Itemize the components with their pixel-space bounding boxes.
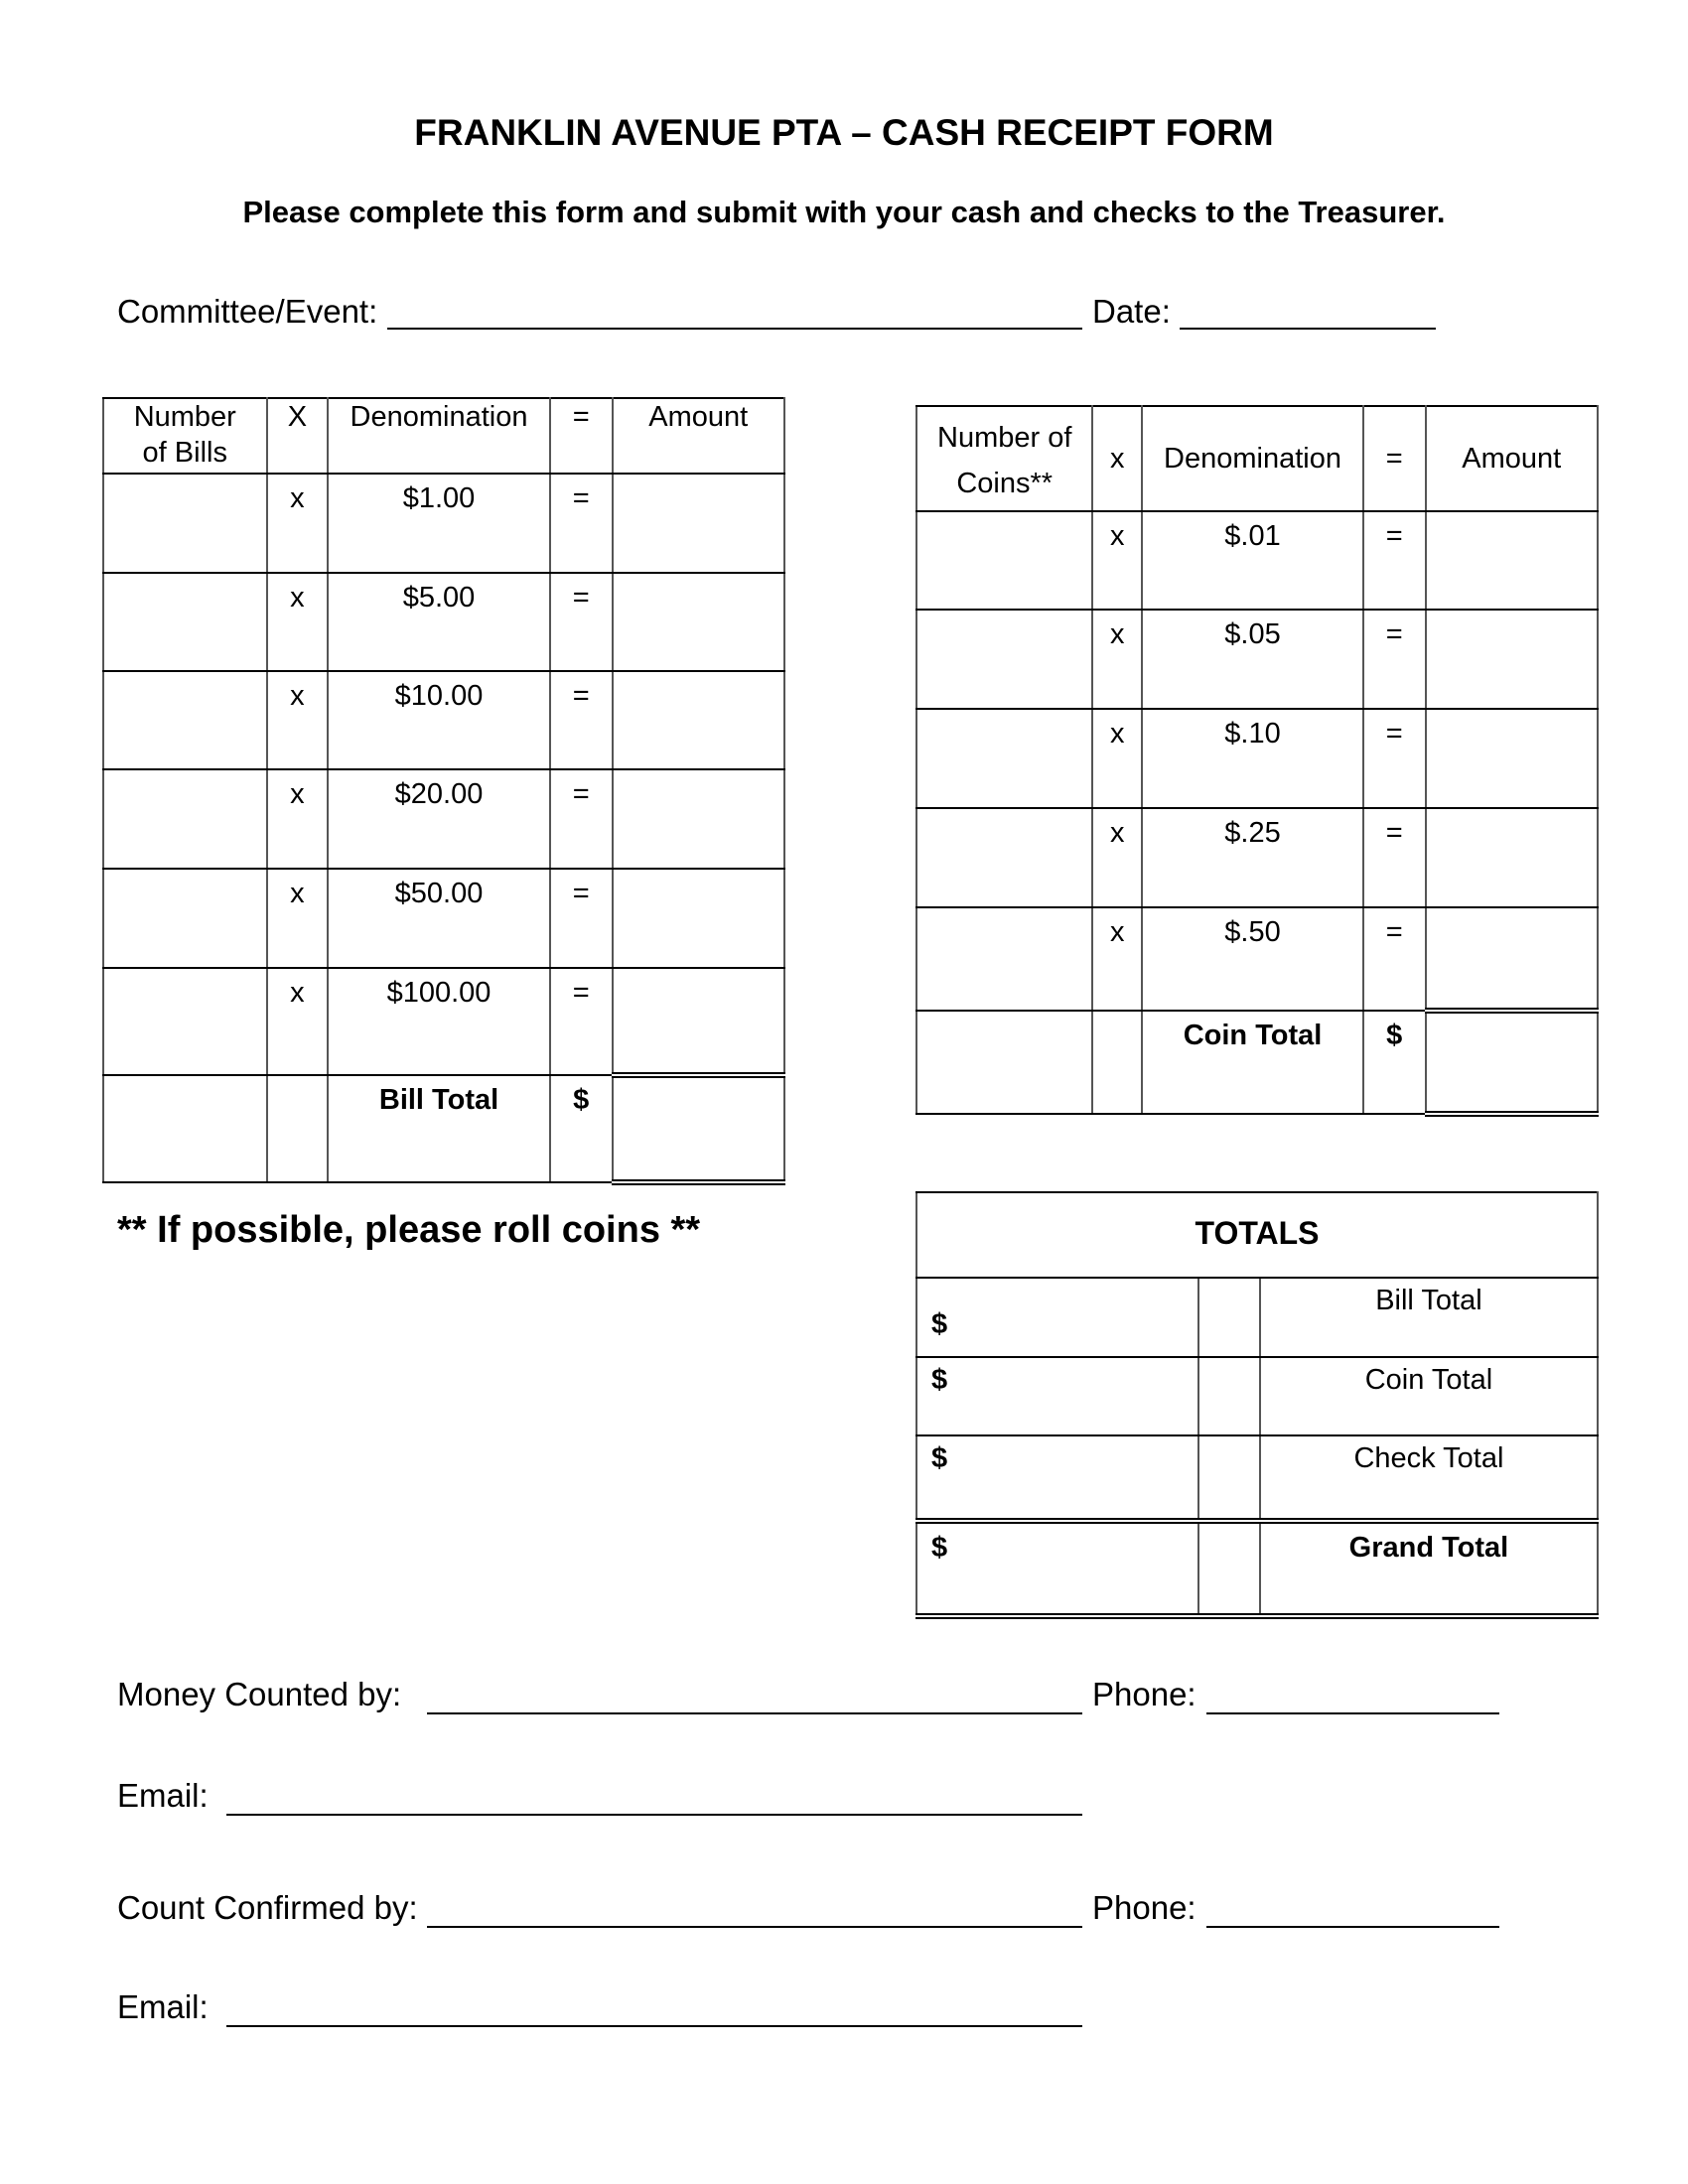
coins-equals: = — [1385, 718, 1403, 750]
coin-total-amount-cell[interactable] — [1426, 1011, 1599, 1114]
phone-label-confirmed: Phone: — [1092, 1889, 1196, 1926]
bills-times: x — [290, 878, 305, 909]
committee-event-label: Committee/Event: — [117, 293, 378, 330]
bills-row — [103, 968, 784, 1075]
bills-header-amount: Amount — [613, 398, 784, 474]
phone-field-confirmed[interactable] — [1206, 1926, 1499, 1928]
coins-count-cell[interactable] — [916, 808, 1092, 907]
bills-amount-cell[interactable] — [613, 573, 784, 671]
count-confirmed-by-label: Count Confirmed by: — [117, 1889, 418, 1926]
totals-table — [915, 1191, 1599, 1619]
phone-label-counted: Phone: — [1092, 1676, 1196, 1712]
bills-row — [103, 573, 784, 671]
bills-times: x — [290, 977, 305, 1009]
email-label-confirmed: Email: — [117, 1988, 209, 2025]
coins-header-x: x — [1092, 406, 1142, 511]
coins-amount-cell[interactable] — [1426, 511, 1599, 610]
coins-times: x — [1110, 916, 1125, 948]
bills-amount-cell[interactable] — [613, 769, 784, 869]
bills-equals: = — [572, 680, 590, 712]
totals-grand-row — [916, 1521, 1598, 1616]
bills-row — [103, 671, 784, 769]
bills-row — [103, 869, 784, 968]
bills-amount-cell[interactable] — [613, 869, 784, 968]
bills-denomination: $20.00 — [394, 778, 484, 810]
bills-equals: = — [572, 977, 590, 1009]
coins-times: x — [1110, 817, 1125, 849]
coins-table — [915, 405, 1599, 1117]
money-counted-by-label: Money Counted by: — [117, 1676, 402, 1712]
bills-row — [103, 769, 784, 869]
bills-denomination: $50.00 — [394, 878, 484, 909]
bills-header-denomination: Denomination — [328, 398, 550, 474]
coins-row — [916, 709, 1598, 808]
email-field-counted[interactable] — [226, 1814, 1082, 1816]
bill-total-summary-cell[interactable] — [916, 1278, 1198, 1357]
bills-denomination: $100.00 — [386, 977, 492, 1009]
coins-count-cell[interactable] — [916, 610, 1092, 709]
phone-field-counted[interactable] — [1206, 1712, 1499, 1714]
totals-dollar-sign: $ — [931, 1308, 948, 1340]
bills-equals: = — [572, 778, 590, 810]
money-counted-by-field[interactable] — [427, 1712, 1082, 1714]
bills-amount-cell[interactable] — [613, 968, 784, 1075]
bills-denomination: $1.00 — [402, 482, 476, 514]
form-title: FRANKLIN AVENUE PTA – CASH RECEIPT FORM — [414, 112, 1274, 153]
bills-equals: = — [572, 582, 590, 614]
date-field[interactable] — [1180, 328, 1436, 330]
coin-total-summary-cell[interactable] — [916, 1357, 1198, 1435]
coins-times: x — [1110, 718, 1125, 750]
totals-grand-total-label: Grand Total — [1260, 1521, 1598, 1616]
bills-header-number — [103, 398, 267, 474]
totals-row — [916, 1435, 1598, 1521]
coins-row — [916, 907, 1598, 1011]
bills-count-cell[interactable] — [103, 671, 267, 769]
coins-denomination: $.01 — [1224, 520, 1281, 552]
committee-event-field[interactable] — [387, 328, 1082, 330]
bill-total-label: Bill Total — [378, 1084, 499, 1116]
check-total-summary-cell[interactable] — [916, 1435, 1198, 1521]
bill-total-dollar: $ — [573, 1084, 590, 1116]
bills-count-cell[interactable] — [103, 968, 267, 1075]
roll-coins-note: ** If possible, please roll coins ** — [117, 1209, 701, 1251]
bills-header-number-line2: of Bills — [142, 437, 227, 469]
bills-denomination: $10.00 — [394, 680, 484, 712]
bills-times: x — [290, 582, 305, 614]
form-instructions: Please complete this form and submit with your cash and checks to the Treasurer. — [242, 195, 1446, 229]
coins-row — [916, 610, 1598, 709]
coins-header-number-line2: Coins** — [956, 468, 1054, 499]
coins-count-cell[interactable] — [916, 709, 1092, 808]
bills-count-cell[interactable] — [103, 869, 267, 968]
bills-equals: = — [572, 878, 590, 909]
coins-equals: = — [1385, 520, 1403, 552]
coins-header-number-line1: Number of — [937, 422, 1072, 454]
coins-denomination: $.10 — [1224, 718, 1281, 750]
bills-amount-cell[interactable] — [613, 671, 784, 769]
totals-check-total-label: Check Total — [1260, 1435, 1598, 1521]
bills-times: x — [290, 680, 305, 712]
coins-denomination: $.25 — [1224, 817, 1281, 849]
totals-dollar-sign: $ — [931, 1442, 948, 1474]
coins-times: x — [1110, 618, 1125, 650]
coins-amount-cell[interactable] — [1426, 709, 1599, 808]
email-label-counted: Email: — [117, 1777, 209, 1814]
bills-times: x — [290, 482, 305, 514]
coins-header-denomination: Denomination — [1142, 406, 1363, 511]
bills-amount-cell[interactable] — [613, 474, 784, 573]
coin-total-label: Coin Total — [1183, 1020, 1323, 1051]
coins-denomination: $.50 — [1224, 916, 1281, 948]
date-label: Date: — [1092, 293, 1171, 330]
bills-count-cell[interactable] — [103, 573, 267, 671]
coins-header-number — [916, 406, 1092, 511]
totals-caption: TOTALS — [916, 1192, 1598, 1278]
totals-dollar-sign: $ — [931, 1364, 948, 1396]
grand-total-summary-cell[interactable] — [916, 1521, 1198, 1616]
coins-header-equals: = — [1363, 406, 1426, 511]
coins-header-amount: Amount — [1426, 406, 1599, 511]
coins-equals: = — [1385, 817, 1403, 849]
bills-times: x — [290, 778, 305, 810]
bills-count-cell[interactable] — [103, 769, 267, 869]
coins-amount-cell[interactable] — [1426, 907, 1599, 1011]
bills-table — [102, 397, 785, 1185]
totals-row — [916, 1357, 1598, 1435]
totals-coin-total-label: Coin Total — [1260, 1357, 1598, 1435]
coins-equals: = — [1385, 916, 1403, 948]
coins-denomination: $.05 — [1224, 618, 1281, 650]
coins-row — [916, 511, 1598, 610]
coins-times: x — [1110, 520, 1125, 552]
bills-count-cell[interactable] — [103, 474, 267, 573]
coins-count-cell[interactable] — [916, 907, 1092, 1011]
bill-total-amount-cell[interactable] — [613, 1075, 784, 1182]
coins-amount-cell[interactable] — [1426, 610, 1599, 709]
totals-row — [916, 1278, 1598, 1357]
coins-equals: = — [1385, 618, 1403, 650]
count-confirmed-by-field[interactable] — [427, 1926, 1082, 1928]
bills-equals: = — [572, 482, 590, 514]
bills-header-equals: = — [550, 398, 613, 474]
coin-total-dollar: $ — [1386, 1020, 1403, 1051]
email-field-confirmed[interactable] — [226, 2025, 1082, 2027]
totals-bill-total-label: Bill Total — [1260, 1278, 1598, 1357]
coins-row — [916, 808, 1598, 907]
coins-count-cell[interactable] — [916, 511, 1092, 610]
bills-denomination: $5.00 — [402, 582, 476, 614]
bills-header-x: X — [267, 398, 329, 474]
totals-dollar-sign: $ — [931, 1532, 948, 1564]
coins-total-row — [916, 1011, 1598, 1114]
bills-header-number-line1: Number — [133, 401, 236, 433]
bills-total-row — [103, 1075, 784, 1182]
coins-amount-cell[interactable] — [1426, 808, 1599, 907]
bills-row — [103, 474, 784, 573]
